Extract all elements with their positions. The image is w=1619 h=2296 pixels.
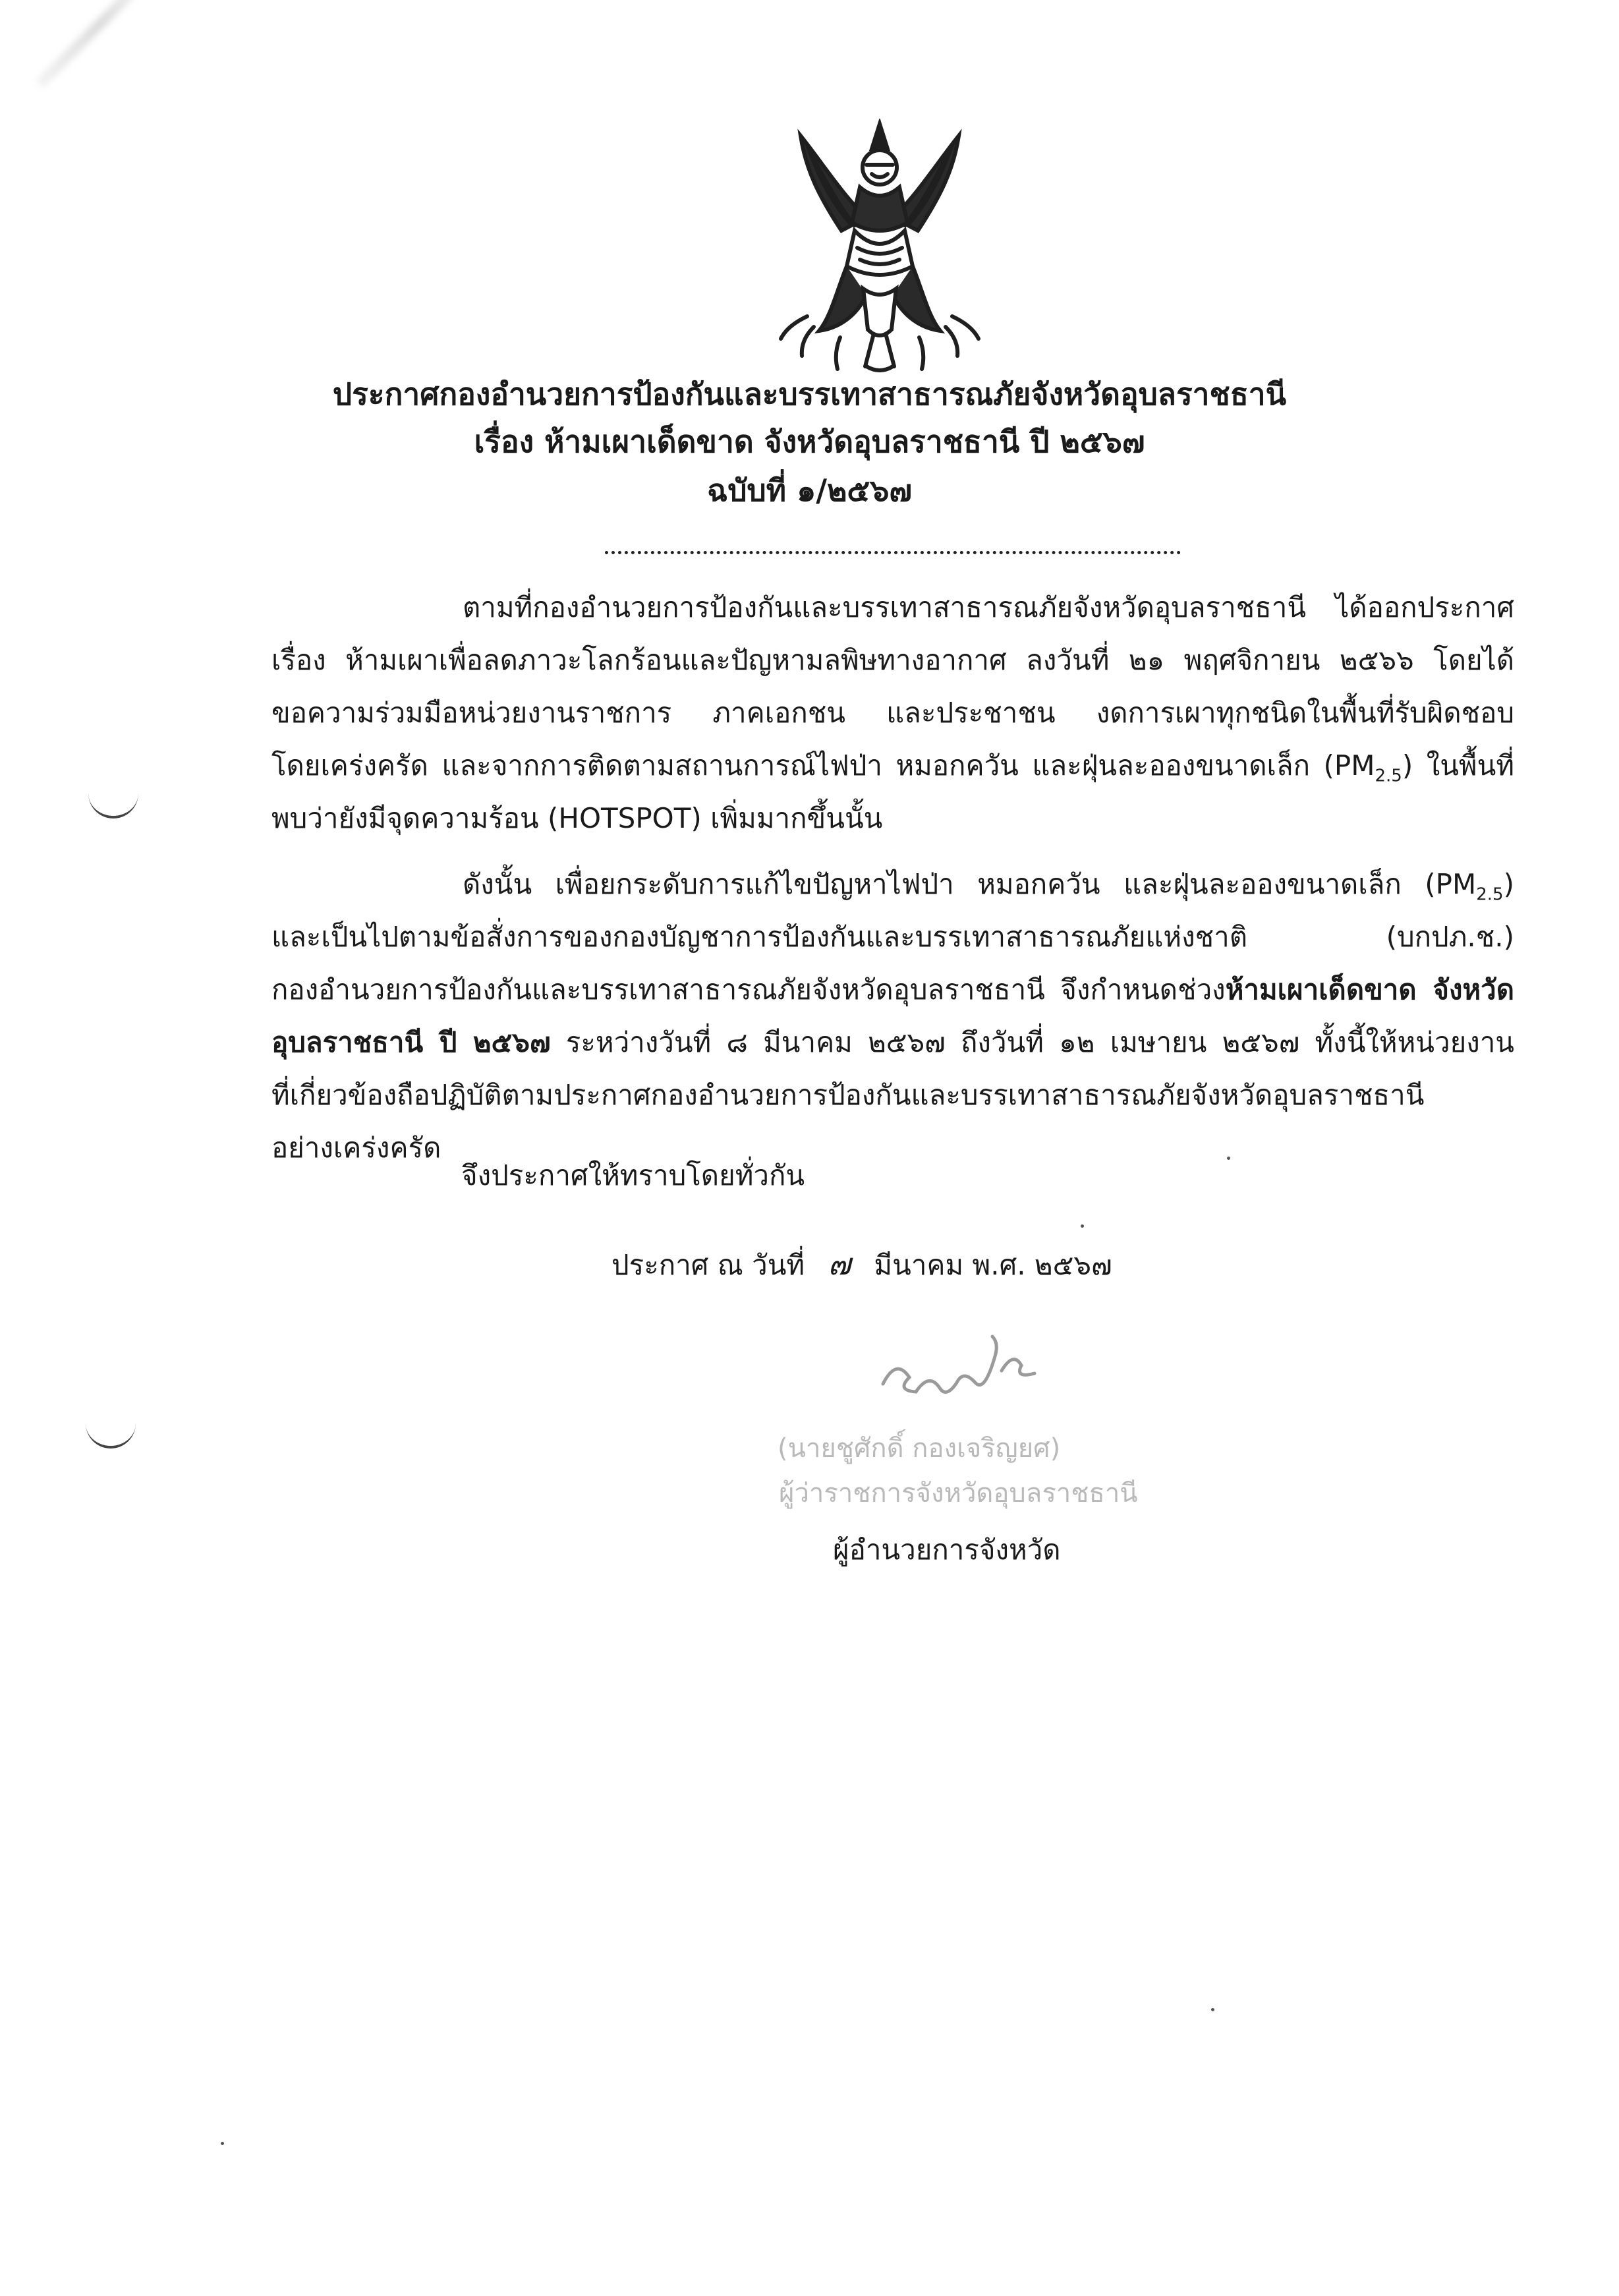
announcement-number: ฉบับที่ ๑/๒๕๖๗ (707, 473, 912, 508)
paragraph-1-text: โดยเคร่งครัด และจากการติดตามสถานการณ์ไฟป่า หมอกควัน และฝุ่นละอองขนาดเล็ก (PM (271, 749, 1375, 782)
paragraph-1 (271, 581, 1514, 845)
paragraph-2-text: กองอำนวยการป้องกันและบรรเทาสาธารณภัยจังหวัดอุบลราชธานี จึงกำหนดช่วง (271, 973, 1226, 1006)
scan-speck (221, 2142, 224, 2145)
punch-hole-bottom (86, 1416, 136, 1449)
scan-speck (1081, 1224, 1084, 1228)
paragraph-2-bold-text: ห้ามเผาเด็ดขาด จังหวัด (1225, 973, 1515, 1006)
paragraph-2-line (271, 858, 1514, 911)
paragraph-2-line: ที่เกี่ยวข้องถือปฏิบัติตามประกาศกองอำนวยการป้องกันและบรรเทาสาธารณภัยจังหวัดอุบลราชธานี (271, 1079, 1425, 1111)
paragraph-2-text: ดังนั้น เพื่อยกระดับการแก้ไขปัญหาไฟป่า หมอกควัน และฝุ่นละอองขนาดเล็ก (PM (463, 868, 1477, 900)
paragraph-1-text: ) ในพื้นที่ (1402, 749, 1515, 782)
paragraph-2-text: ) (1503, 868, 1514, 900)
paragraph-2-line: และเป็นไปตามข้อสั่งการของกองบัญชาการป้องกันและบรรเทาสาธารณภัยแห่งชาติ (บกปภ.ช.) (271, 921, 1514, 953)
date-suffix: มีนาคม พ.ศ. ๒๕๖๗ (874, 1249, 1112, 1281)
signatory-position: ผู้ว่าราชการจังหวัดอุบลราชธานี (779, 1478, 1138, 1508)
date-day-handwritten: ๗ (828, 1246, 851, 1282)
paragraph-2-bold-text: อุบลราชธานี ปี ๒๕๖๗ (271, 1026, 551, 1058)
signatory-name: (นายชูศักดิ์ กองเจริญยศ) (778, 1433, 1061, 1464)
paragraph-2-text: ระหว่างวันที่ ๘ มีนาคม ๒๕๖๗ ถึงวันที่ ๑๒ เมษายน ๒๕๖๗ ทั้งนี้ให้หน่วยงาน (550, 1026, 1514, 1058)
date-prefix: ประกาศ ณ วันที่ (611, 1249, 805, 1281)
signatory-role: ผู้อำนวยการจังหวัด (833, 1534, 1061, 1566)
scan-speck (1227, 1157, 1230, 1160)
paragraph-1-line: พบว่ายังมีจุดความร้อน (HOTSPOT) เพิ่มมากขึ้นนั้น (271, 802, 883, 834)
paragraph-2 (271, 858, 1514, 1174)
punch-hole-top (88, 786, 138, 818)
paragraph-2-line (271, 1016, 1514, 1069)
paragraph-1-line (271, 739, 1514, 792)
paragraph-2-line (271, 963, 1514, 1016)
scan-speck (1211, 2008, 1214, 2011)
garuda-emblem-icon (768, 119, 992, 376)
closing-statement: จึงประกาศให้ทราบโดยทั่วกัน (461, 1159, 805, 1191)
dotted-divider (605, 551, 1181, 554)
signature-icon (870, 1325, 1054, 1410)
paragraph-1-line: ขอความร่วมมือหน่วยงานราชการ ภาคเอกชน และประชาชน งดการเผาทุกชนิดในพื้นที่รับผิดชอบ (271, 697, 1514, 729)
paragraph-2-line: อย่างเคร่งครัด (271, 1132, 441, 1164)
fold-crease (36, 0, 164, 88)
announcement-title: ประกาศกองอำนวยการป้องกันและบรรเทาสาธารณภัยจังหวัดอุบลราชธานี (332, 376, 1287, 412)
announcement-date (611, 1244, 1112, 1285)
pm-subscript: 2.5 (1476, 884, 1504, 905)
pm-subscript: 2.5 (1375, 766, 1402, 786)
announcement-subject: เรื่อง ห้ามเผาเด็ดขาด จังหวัดอุบลราชธานี ปี ๒๕๖๗ (474, 424, 1145, 459)
paragraph-1-line: เรื่อง ห้ามเผาเพื่อลดภาวะโลกร้อนและปัญหามลพิษทางอากาศ ลงวันที่ ๒๑ พฤศจิกายน ๒๕๖๖ โดยได้ (271, 644, 1514, 676)
paragraph-1-line: ตามที่กองอำนวยการป้องกันและบรรเทาสาธารณภัยจังหวัดอุบลราชธานี ได้ออกประกาศ (463, 591, 1514, 623)
